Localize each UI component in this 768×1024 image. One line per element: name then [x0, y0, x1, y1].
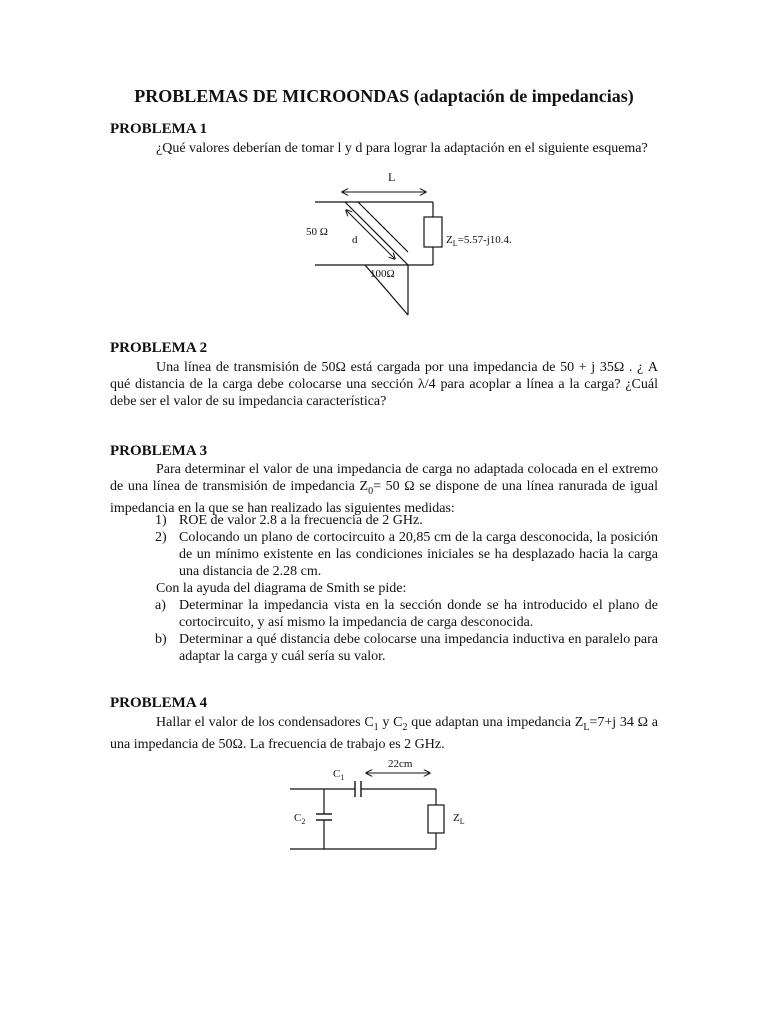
problem-3-smith-line: Con la ayuda del diagrama de Smith se pide: [156, 581, 407, 596]
stub-impedance-label: 100Ω [370, 268, 395, 280]
page-title: PROBLEMAS DE MICROONDAS (adaptación de impedancias) [134, 86, 634, 106]
problem-1-heading: PROBLEMA 1 [110, 121, 208, 137]
c2-label: $C_2$ [294, 812, 306, 826]
load-impedance-label: $Z_L=5.57-j10.4$. [446, 234, 512, 248]
distance-label: d [352, 234, 358, 246]
line-impedance-label: 50 Ω [306, 226, 328, 238]
c1-label: $C_1$ [333, 768, 345, 782]
problem-2-heading: PROBLEMA 2 [110, 340, 208, 356]
zl-label: $Z_L$ [453, 812, 465, 826]
length-label: L [388, 170, 396, 184]
problem-1-text: ¿Qué valores deberían de tomar l y d para lograr la adaptación en el siguiente esquema? [156, 141, 648, 156]
problem-4-diagram [280, 755, 490, 855]
problem-3-heading: PROBLEMA 3 [110, 443, 208, 459]
stub-diagonal-2 [358, 202, 408, 252]
load-resistor [428, 805, 444, 833]
problem-3-intro: Para determinar el valor de una impedancia de carga no adaptada colocada en el extremo de una línea de transmisión de impedancia $Z_0= 50$ Ω se dispone de una línea ranurada de igual impedancia en la que se han realizado las siguientes medidas: [110, 462, 658, 516]
problem-2-text: Una línea de transmisión de 50Ω está cargada por una impedancia de 50 + j 35Ω . ¿ A qué distancia de la carga debe colocarse una sección λ/4 para acoplar a línea a la carga? ¿Cuál debe ser el valor de su impedancia característica? [110, 360, 658, 409]
distance-label: 22cm [388, 758, 413, 770]
problem-4-heading: PROBLEMA 4 [110, 695, 208, 711]
problem-1-diagram [290, 168, 560, 318]
problem-4-text: Hallar el valor de los condensadores $C_1$ y $C_2$ que adaptan una impedancia $Z_L=7+j$ 34 Ω a una impedancia de 50Ω. La frecuencia de trabajo es 2 GHz. [110, 715, 658, 752]
load-resistor [424, 217, 442, 247]
